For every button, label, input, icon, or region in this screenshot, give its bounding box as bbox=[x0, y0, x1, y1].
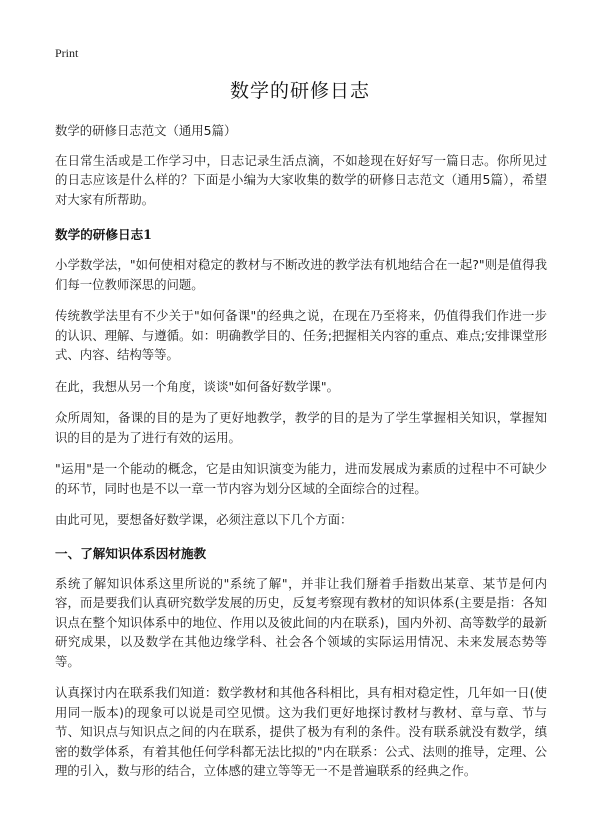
print-link[interactable]: Print bbox=[55, 46, 79, 60]
section-heading: 一、了解知识体系因材施教 bbox=[55, 545, 207, 561]
paragraph: 认真探讨内在联系我们知道：数学教材和其他各科相比，具有相对稳定性，几年如一日(使用同一版本)的现象可以说是司空见惯。这为我们更好地探讨教材与教材、章与章、节与节、知识点与知识点之间的内在联系，提供了极为有利的条件。没有联系就没有数学，缜密的数学体系，有着其他任何学科都无法比拟的"内在联系：公式、法则的推导，定理、公理的引入，数与形的结合，立体感的建立等等无一不是普遍联系的经典之作。 bbox=[55, 685, 547, 778]
paragraph: "运用"是一个能动的概念，它是由知识演变为能力，进而发展成为素质的过程中不可缺少的环节，同时也是不以一章一节内容为划分区域的全面综合的过程。 bbox=[55, 461, 547, 496]
intro-paragraph: 在日常生活或是工作学习中，日志记录生活点滴，不如趁现在好好写一篇日志。你所见过的日志应该是什么样的？下面是小编为大家收集的数学的研修日志范文（通用5篇），希望对大家有所帮助。 bbox=[55, 152, 547, 207]
paragraph: 众所周知，备课的目的是为了更好地教学，教学的目的是为了学生掌握相关知识，掌握知识的目的是为了进行有效的运用。 bbox=[55, 410, 547, 445]
article-body bbox=[55, 121, 547, 793]
paragraph: 传统教学法里有不少关于"如何备课"的经典之说，在现在乃至将来，仍值得我们作进一步的认识、理解、与遵循。如：明确教学目的、任务;把握相关内容的重点、难点;安排课堂形式、内容、结构等等。 bbox=[55, 308, 547, 362]
paragraph: 在此，我想从另一个角度，谈谈"如何备好数学课"。 bbox=[55, 378, 339, 394]
article-subtitle: 数学的研修日志范文（通用5篇） bbox=[55, 123, 237, 138]
paragraph: 系统了解知识体系这里所说的"系统了解"，并非让我们掰着手指数出某章、某节是何内容，而是要我们认真研究数学发展的历史，反复考察现有教材的知识体系(主要是指：各知识点在整个知识体系中的地位、作用以及彼此间的内在联系)，国内外初、高等数学的最新研究成果，以及数学在其他边缘学科、社会各个领域的实际运用情况、未来发展态势等等。 bbox=[55, 575, 547, 669]
paragraph: 小学数学法，"如何使相对稳定的教材与不断改进的教学法有机地结合在一起?"则是值得我们每一位教师深思的问题。 bbox=[55, 257, 547, 292]
section-heading: 数学的研修日志1 bbox=[55, 227, 152, 242]
page-title: 数学的研修日志 bbox=[229, 80, 370, 102]
paragraph: 由此可见，要想备好数学课，必须注意以下几个方面： bbox=[55, 512, 353, 527]
